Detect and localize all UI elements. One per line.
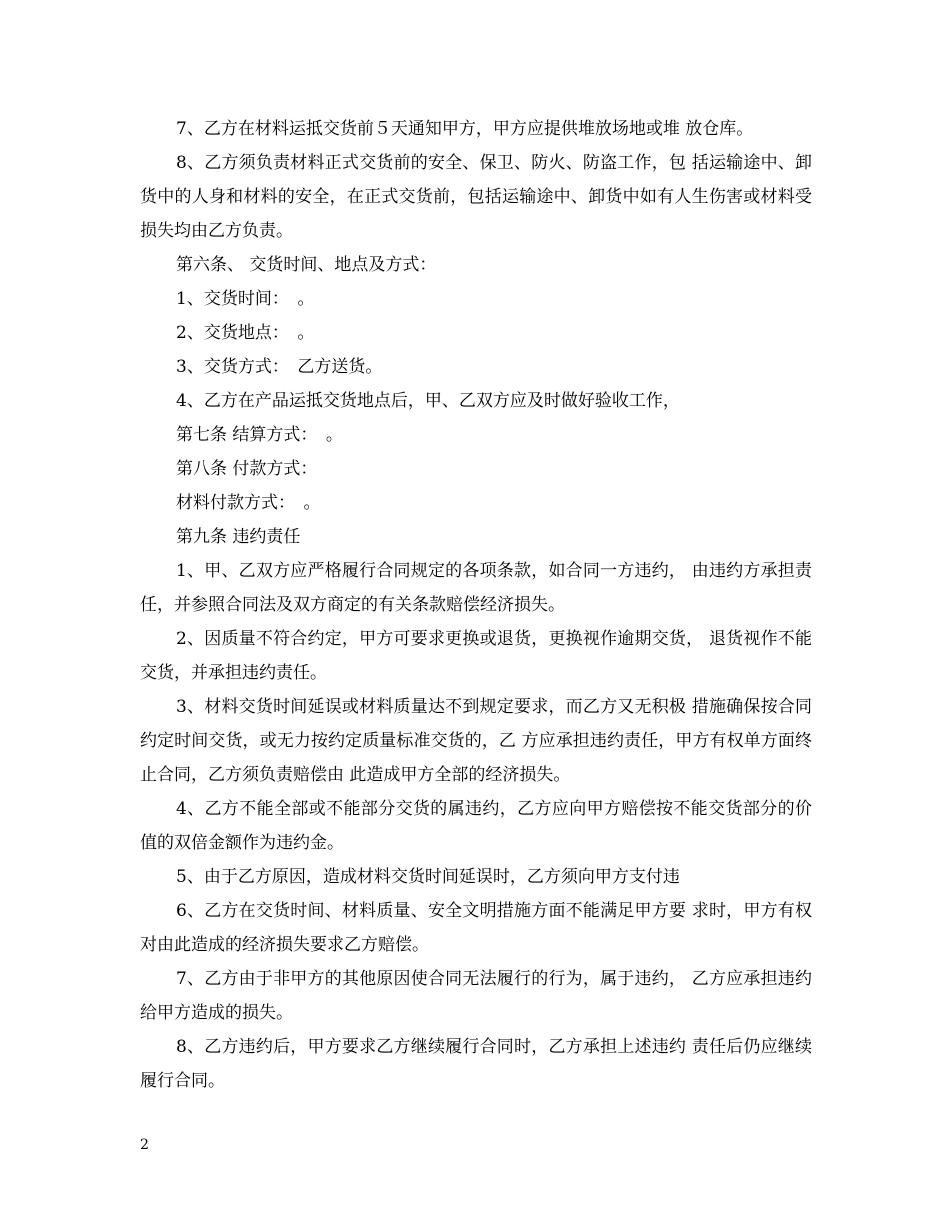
paragraph-clause-8-safety: 8、乙方须负责材料正式交货前的安全、保卫、防火、防盗工作，包 括运输途中、卸货中的人身和材料的安全，在正式交货前，包括运输途中、卸货中如有人生伤害或材料受损失均由乙方负责。 [140,153,812,241]
page-number: 2 [140,1137,149,1153]
paragraph-article-8-payment: 第八条 付款方式： [176,459,318,479]
paragraph-breach-6: 6、乙方在交货时间、材料质量、安全文明措施方面不能满足甲方要 求时，甲方有权对由此造成的经济损失要求乙方赔偿。 [140,901,812,955]
paragraph-breach-2: 2、因质量不符合约定，甲方可要求更换或退货，更换视作逾期交货， 退货视作不能交货，并承担违约责任。 [140,629,812,683]
paragraph-clause-7-delivery-notice: 7、乙方在材料运抵交货前５天通知甲方，甲方应提供堆放场地或堆 放仓库。 [176,119,754,139]
paragraph-article-6-heading: 第六条、 交货时间、地点及方式： [176,255,437,275]
paragraph-breach-7: 7、乙方由于非甲方的其他原因使合同无法履行的行为，属于违约， 乙方应承担违约给甲方造成的损失。 [140,969,812,1023]
contract-body-text [140,112,812,1098]
paragraph-delivery-place: 2、交货地点： 。 [176,323,315,343]
paragraph-breach-1: 1、甲、乙双方应严格履行合同规定的各项条款，如合同一方违约， 由违约方承担责任，并参照合同法及双方商定的有关条款赔偿经济损失。 [140,561,812,615]
paragraph-breach-3: 3、材料交货时间延误或材料质量达不到规定要求，而乙方又无积极 措施确保按合同约定时间交货，或无力按约定质量标准交货的，乙 方应承担违约责任，甲方有权单方面终止合同，乙方须负责赔偿由 此造成甲方全部的经济损失。 [140,697,812,785]
paragraph-acceptance: 4、乙方在产品运抵交货地点后，甲、乙双方应及时做好验收工作， [176,391,680,411]
paragraph-article-7-settlement: 第七条 结算方式： 。 [176,425,343,445]
paragraph-breach-4: 4、乙方不能全部或不能部分交货的属违约，乙方应向甲方赔偿按不能交货部分的价值的双倍金额作为违约金。 [140,799,812,853]
paragraph-delivery-method: 3、交货方式： 乙方送货。 [176,357,383,377]
paragraph-breach-8: 8、乙方违约后，甲方要求乙方继续履行合同时，乙方承担上述违约 责任后仍应继续履行合同。 [140,1037,812,1091]
paragraph-breach-5: 5、由于乙方原因，造成材料交货时间延误时，乙方须向甲方支付违 [176,867,680,887]
paragraph-article-9-heading: 第九条 违约责任 [176,527,301,547]
paragraph-material-payment: 材料付款方式： 。 [176,493,321,513]
paragraph-delivery-time: 1、交货时间： 。 [176,289,315,309]
